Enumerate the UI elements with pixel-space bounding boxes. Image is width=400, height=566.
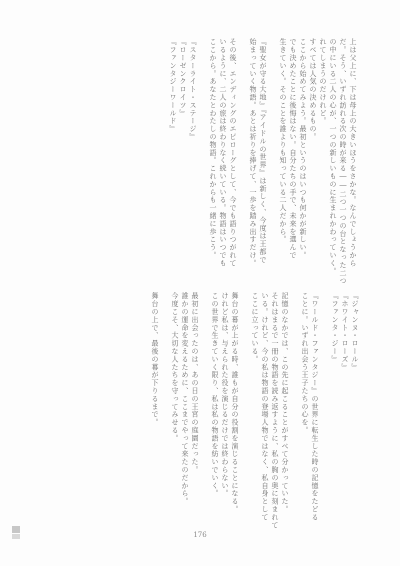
- text-line: ここに立っている。: [251, 292, 259, 364]
- text-line: 『ファンタジーワールド』: [169, 38, 177, 133]
- text-line: この世界で生きていく限り、私は私の物語を紡いでいく。: [211, 292, 219, 498]
- text-line: ここから。あなたとわたしの物語。これからも一緒に歩こう。: [209, 38, 217, 260]
- upper-text-block: [168, 38, 358, 285]
- text-line: 『ローゼンクロイツ』: [179, 38, 187, 117]
- text-line: [268, 38, 278, 270]
- text-line: すべては人気の決めるもの。: [309, 38, 317, 141]
- text-line: 『ワールド・ファンタジー』の世界に転生した時の記憶をたどる: [311, 292, 319, 522]
- text-line: その後、エンディングのエピローグとして、今でも語りつがれて: [229, 38, 237, 268]
- text-line: 『聖女が守る大地』『アイドルの世界』は新しく、今度は王都で: [259, 38, 267, 264]
- text-line: 『ホワイト・ローズ』: [341, 292, 349, 371]
- text-line: [238, 38, 248, 270]
- text-line: ここから始めてみよう。最初というのはいつも何かが新しい。: [299, 38, 307, 260]
- text-line: [320, 292, 330, 524]
- text-line: 始まっていく物語。あとは祈りを捧げて、一歩を踏み出すだけ。: [249, 38, 257, 268]
- text-line: でも決めたことに後悔はない。自分たちの手で、未来を選んで: [289, 38, 297, 260]
- text-line: 舞台の上で、最後の幕が下りるまで。: [151, 292, 159, 427]
- page-number: 176: [193, 531, 207, 539]
- text-line: だ。そう、いずれ訪れる次の時が来る――二つ一つの台となった二つ: [339, 38, 347, 285]
- text-line: いる。けれど、今の私は物語の登場人物ではなく、私自身として: [261, 292, 269, 522]
- text-line: [240, 292, 250, 524]
- text-line: ことに。いずれ出会う王子たちの心を。: [301, 292, 309, 435]
- text-line: 『ジャンヌ・ロール』: [351, 292, 359, 371]
- text-line: 生きていく。そのことを誰よりも知っている二人だから。: [279, 38, 287, 244]
- text-line: 記憶のなかでは、この先に起こることがすべて分かっていた。: [281, 292, 289, 514]
- text-line: [198, 38, 208, 270]
- text-line: いるように、二人の旅は終わりなく続いている。物語はいつでも: [219, 38, 227, 268]
- text-line: 誰かの運命を変えるために、ここまでやって来たのだから。: [181, 292, 189, 506]
- text-line: の中にいる二人の心が、一つの新しいものに生まれかわっていく。: [329, 38, 337, 275]
- text-line: 今度こそ、大切な人たちを守ってみせる。: [171, 292, 179, 443]
- text-line: 『スターライト・ステージ』: [189, 38, 197, 141]
- corner-mark: [12, 526, 20, 539]
- text-line: 『ファンタ・ジー』: [331, 292, 339, 364]
- text-line: れてしまうのだけれど。: [319, 38, 327, 125]
- text-line: 最初に出会ったのは、あの日の王宮の庭園だった。: [191, 292, 199, 474]
- text-line: [160, 292, 170, 524]
- lower-text-block: [150, 292, 360, 529]
- text-line: [200, 292, 210, 524]
- text-line: けれど私は、与えられた役を演じるだけでは終わらない。: [221, 292, 229, 498]
- text-line: 上は父上に、下は母上の大きいほうをさかな。なんでしょうから: [349, 38, 357, 268]
- text-line: それはまるで一冊の物語を読み返すように、私の胸の奥に刻まれて: [271, 292, 279, 529]
- text-line: 舞台の幕が上がる時、誰もが自分の役割を演じることになる。: [231, 292, 239, 514]
- text-line: [290, 292, 300, 524]
